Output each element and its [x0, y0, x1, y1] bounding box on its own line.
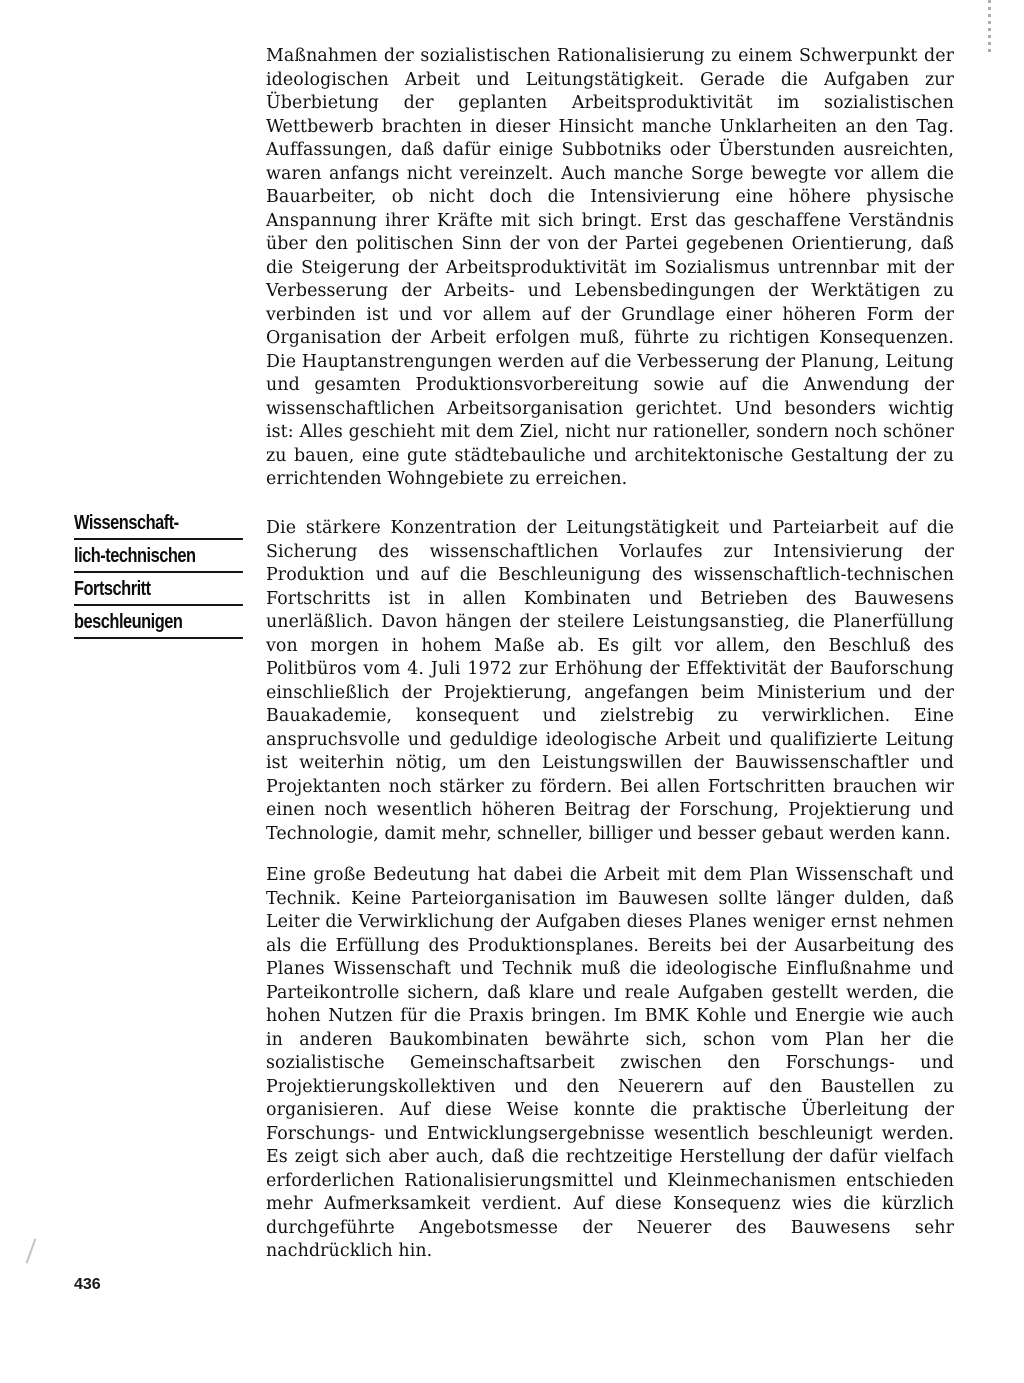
- margin-heading-line-1: Wissenschaft-: [74, 512, 243, 540]
- body-paragraph-3: Eine große Bedeutung hat dabei die Arbeit mit dem Plan Wissenschaft und Technik. Keine Parteiorganisation im Bauwesen sollte länger dulden, daß Leiter die Verwirklichung der Aufgaben dieses Planes weniger ernst nehmen als die Erfüllung des Produktionsplanes. Bereits bei der Ausarbeitung des Planes Wissenschaft und Technik muß die ideologische Einflußnahme und Parteikontrolle sichern, daß klare und reale Aufgaben gestellt werden, die hohen Nutzen für die Praxis bringen. Im BMK Kohle und Energie wie auch in anderen Baukombinaten bewährte sich, schon vom Plan her die sozialistische Gemeinschaftsarbeit zwischen den Forschungs- und Projektierungskollektiven und den Neuerern auf den Baustellen zu organisieren. Auf diese Weise konnte die praktische Überleitung der Forschungs- und Entwicklungsergebnisse wesentlich beschleunigt werden. Es zeigt sich aber auch, daß die rechtzeitige Herstellung der dafür vielfach erforderlichen Rationalisierungsmittel und Kleinmechanismen entschieden mehr Aufmerksamkeit verdient. Auf diese Konsequenz wies die kürzlich durchgeführte Angebotsmesse der Neuerer des Bauwesens sehr nachdrücklich hin.: [266, 865, 954, 1261]
- scan-stray-mark: [26, 1238, 37, 1263]
- margin-heading-line-3: Fortschritt: [74, 578, 243, 606]
- margin-heading-line-2: lich-technischen: [74, 545, 243, 573]
- scan-edge-mark: [988, 0, 991, 52]
- margin-heading: [74, 512, 246, 644]
- body-paragraph-2: Die stärkere Konzentration der Leitungstätigkeit und Parteiarbeit auf die Sicherung des wissenschaftlichen Vorlaufes zur Intensivierung der Produktion und auf die Beschleunigung des wissenschaftlich-technischen Fortschritts ist in allen Kombinaten und Betrieben des Bauwesens unerläßlich. Davon hängen der steilere Leistungsanstieg, die Planerfüllung von morgen in hohem Maße ab. Es gilt vor allem, den Beschluß des Politbüros vom 4. Juli 1972 zur Erhöhung der Effektivität der Bauforschung einschließlich der Projektierung, angefangen beim Ministerium und der Bauakademie, konsequent und zielstrebig zu verwirklichen. Eine anspruchsvolle und geduldige ideologische Arbeit und qualifizierte Leitung ist weiterhin nötig, um den Leistungswillen der Bauwissenschaftler und Projektanten noch stärker zu fördern. Bei allen Fortschritten brauchen wir einen noch wesentlich höheren Beitrag der Forschung, Projektierung und Technologie, damit mehr, schneller, billiger und besser gebaut werden kann.: [266, 518, 954, 844]
- margin-heading-line-4: beschleunigen: [74, 611, 243, 639]
- page-number: 436: [74, 1276, 101, 1293]
- body-paragraph-1: Maßnahmen der sozialistischen Rationalisierung zu einem Schwerpunkt der ideologischen Arbeit und Leitungstätigkeit. Gerade die Aufgaben zur Überbietung der geplanten Arbeitsproduktivität im sozialistischen Wettbewerb brachten in dieser Hinsicht manche Unklarheiten an den Tag. Auffassungen, daß dafür einige Subbotniks oder Überstunden ausreichten, waren anfangs nicht vereinzelt. Auch manche Sorge bewegte vor allem die Bauarbeiter, ob nicht doch die Intensivierung eine höhere physische Anspannung ihrer Kräfte mit sich bringt. Erst das geschaffene Verständnis über den politischen Sinn der von der Partei gegebenen Orientierung, daß die Steigerung der Arbeitsproduktivität im Sozialismus untrennbar mit der Verbesserung der Arbeits- und Lebensbedingungen der Werktätigen zu verbinden ist und vor allem auf der Grundlage einer höheren Form der Organisation der Arbeit erfolgen muß, führte zu richtigen Konsequenzen. Die Hauptanstrengungen werden auf die Verbesserung der Planung, Leitung und gesamten Produktionsvorbereitung sowie auf die Anwendung der wissenschaftlichen Arbeitsorganisation gerichtet. Und besonders wichtig ist: Alles geschieht mit dem Ziel, nicht nur rationeller, sondern noch schöner zu bauen, eine gute städtebauliche und architektonische Gestaltung der zu errichtenden Wohngebiete zu erreichen.: [266, 46, 954, 489]
